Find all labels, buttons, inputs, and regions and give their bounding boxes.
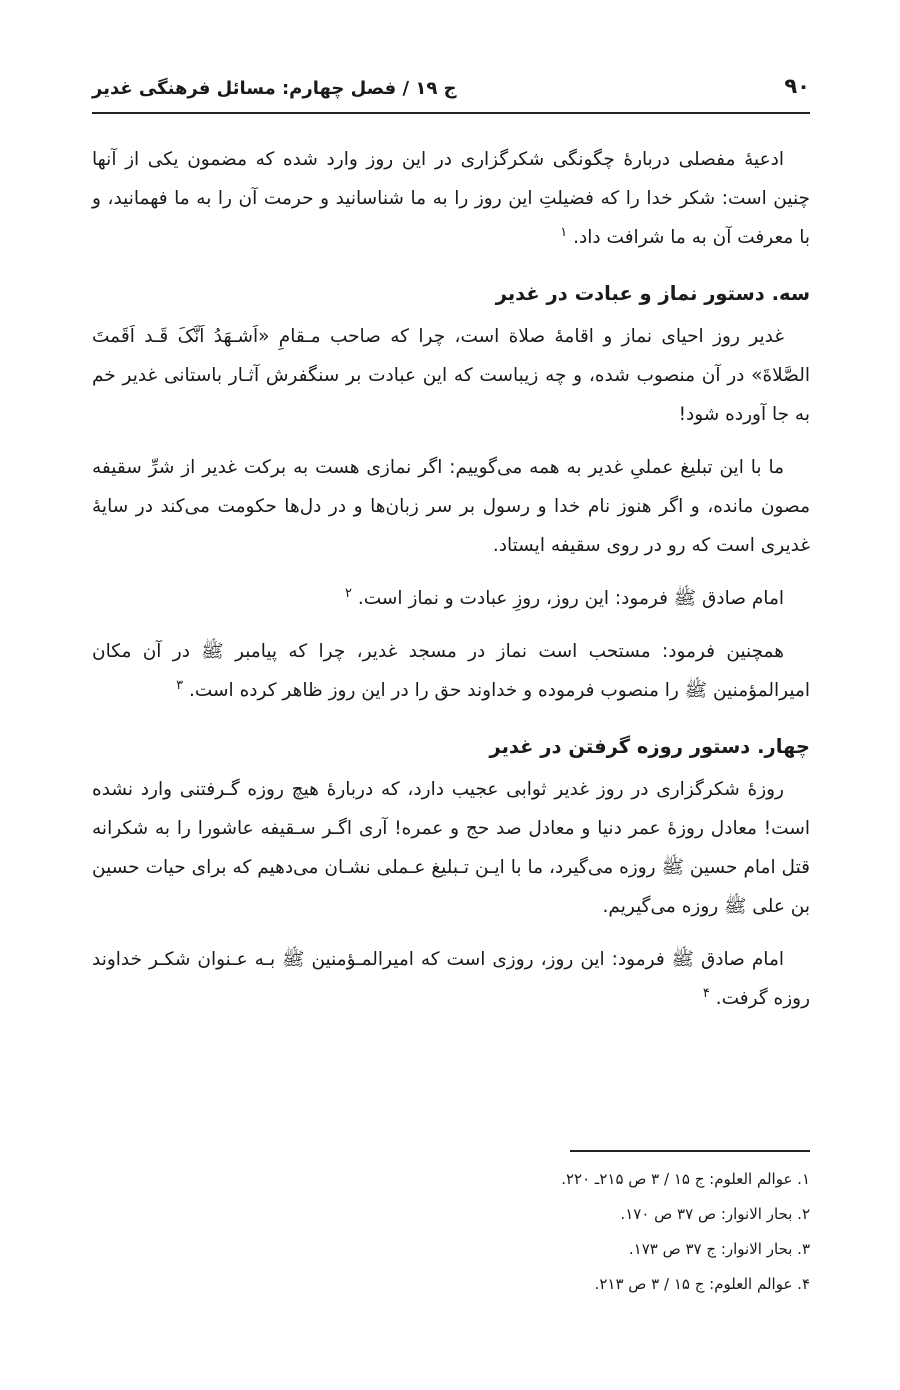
paragraph-3-text: ما با این تبلیغ عملیِ غدیر به همه می‌گوییم: اگر نمازی هست به برکت غدیر از شرِّ سقیفه مصون مانده، و اگر هنوز نام خدا و رسول بر سر زبان‌ها و در دل‌ها حکومت می‌کند در سایهٔ غدیری است که رو در روی سقیفه ایستاد. <box>92 457 810 556</box>
footnote-3: ۳. بحار الانوار: ج ۳۷ ص ۱۷۳. <box>628 1240 810 1258</box>
footnote-ref-2: ۲ <box>345 585 352 601</box>
paragraph-7 <box>92 940 810 1018</box>
footnote-divider <box>570 1150 810 1152</box>
paragraph-4-text: امام صادق ﷺ فرمود: این روز، روزِ عبادت و نماز است. <box>357 588 784 609</box>
paragraph-2-text: غدیر روز احیای نماز و اقامهٔ صلاة است، چرا که صاحب مـقامِ «اَشـهَدُ اَنَّکَ قَـد اَقَمتَ الصَّلاةَ» در آن منصوب شده، و چه زیباست که این عبادت بر سنگفرش آثـار باستانی غدیر خم به جا آورده شود! <box>92 326 810 425</box>
footnotes-list <box>92 1162 810 1302</box>
paragraph-7-text: امام صادق ﷺ فرمود: این روز، روزی است که امیرالمـؤمنین ﷺ بـه عـنوان شکـر خداوند روزه گرفت. <box>92 949 810 1009</box>
paragraph-3 <box>92 448 810 565</box>
paragraph-6 <box>92 770 810 926</box>
paragraph-4 <box>92 579 810 618</box>
footnote-ref-3: ۳ <box>176 677 184 693</box>
paragraph-6-text: روزهٔ شکرگزاری در روز غدیر ثوابی عجیب دارد، که دربارهٔ هیچ روزه گـرفتنی وارد نشده است! معادل روزهٔ عمر دنیا و معادل صد حج و عمره! آری اگـر سـقیفه عاشورا را به شکرانه قتل امام حسین ﷺ روزه می‌گیرد، ما با ایـن تـبلیغ عـملی نشـان می‌دهیم که برای حیات حسین بن علی ﷺ روزه می‌گیریم. <box>92 779 810 917</box>
paragraph-5 <box>92 632 810 710</box>
footnote-2: ۲. بحار الانوار: ص ۳۷ ص ۱۷۰. <box>620 1205 810 1223</box>
page-body <box>92 140 810 1032</box>
footnote-1: ۱. عوالم العلوم: ج ۱۵ / ۳ ص ۲۱۵ـ ۲۲۰. <box>561 1170 810 1188</box>
footnote-4: ۴. عوالم العلوم: ج ۱۵ / ۳ ص ۲۱۳. <box>594 1275 810 1293</box>
running-head: ج ۱۹ / فصل چهارم: مسائل فرهنگی غدیر <box>92 78 457 99</box>
page-number: ۹۰ <box>784 74 810 98</box>
paragraph-1 <box>92 140 810 257</box>
paragraph-1-text: ادعیهٔ مفصلی دربارهٔ چگونگی شکرگزاری در این روز وارد شده که مضمون یکی از آنها چنین است: شکر خدا را که فضیلتِ این روز را به ما شناسانید و حرمت آن را به ما فهمانید، و با معرفت آن به ما شرافت داد. <box>92 149 810 248</box>
footnote-ref-1: ۱ <box>560 224 568 240</box>
section-heading-fasting: چهار. دستور روزه گرفتن در غدیر <box>489 735 810 758</box>
book-page <box>92 0 810 1390</box>
paragraph-2 <box>92 317 810 434</box>
page-header <box>92 70 810 114</box>
paragraph-5-text: همچنین فرمود: مستحب است نماز در مسجد غدیر، چرا که پیامبر ﷺ در آن مکان امیرالمؤمنین ﷺ را منصوب فرموده و خداوند حق را در این روز ظاهر کرده است. <box>92 641 810 701</box>
footnote-ref-4: ۴ <box>702 985 710 1001</box>
section-heading-prayer: سه. دستور نماز و عبادت در غدیر <box>495 282 810 305</box>
